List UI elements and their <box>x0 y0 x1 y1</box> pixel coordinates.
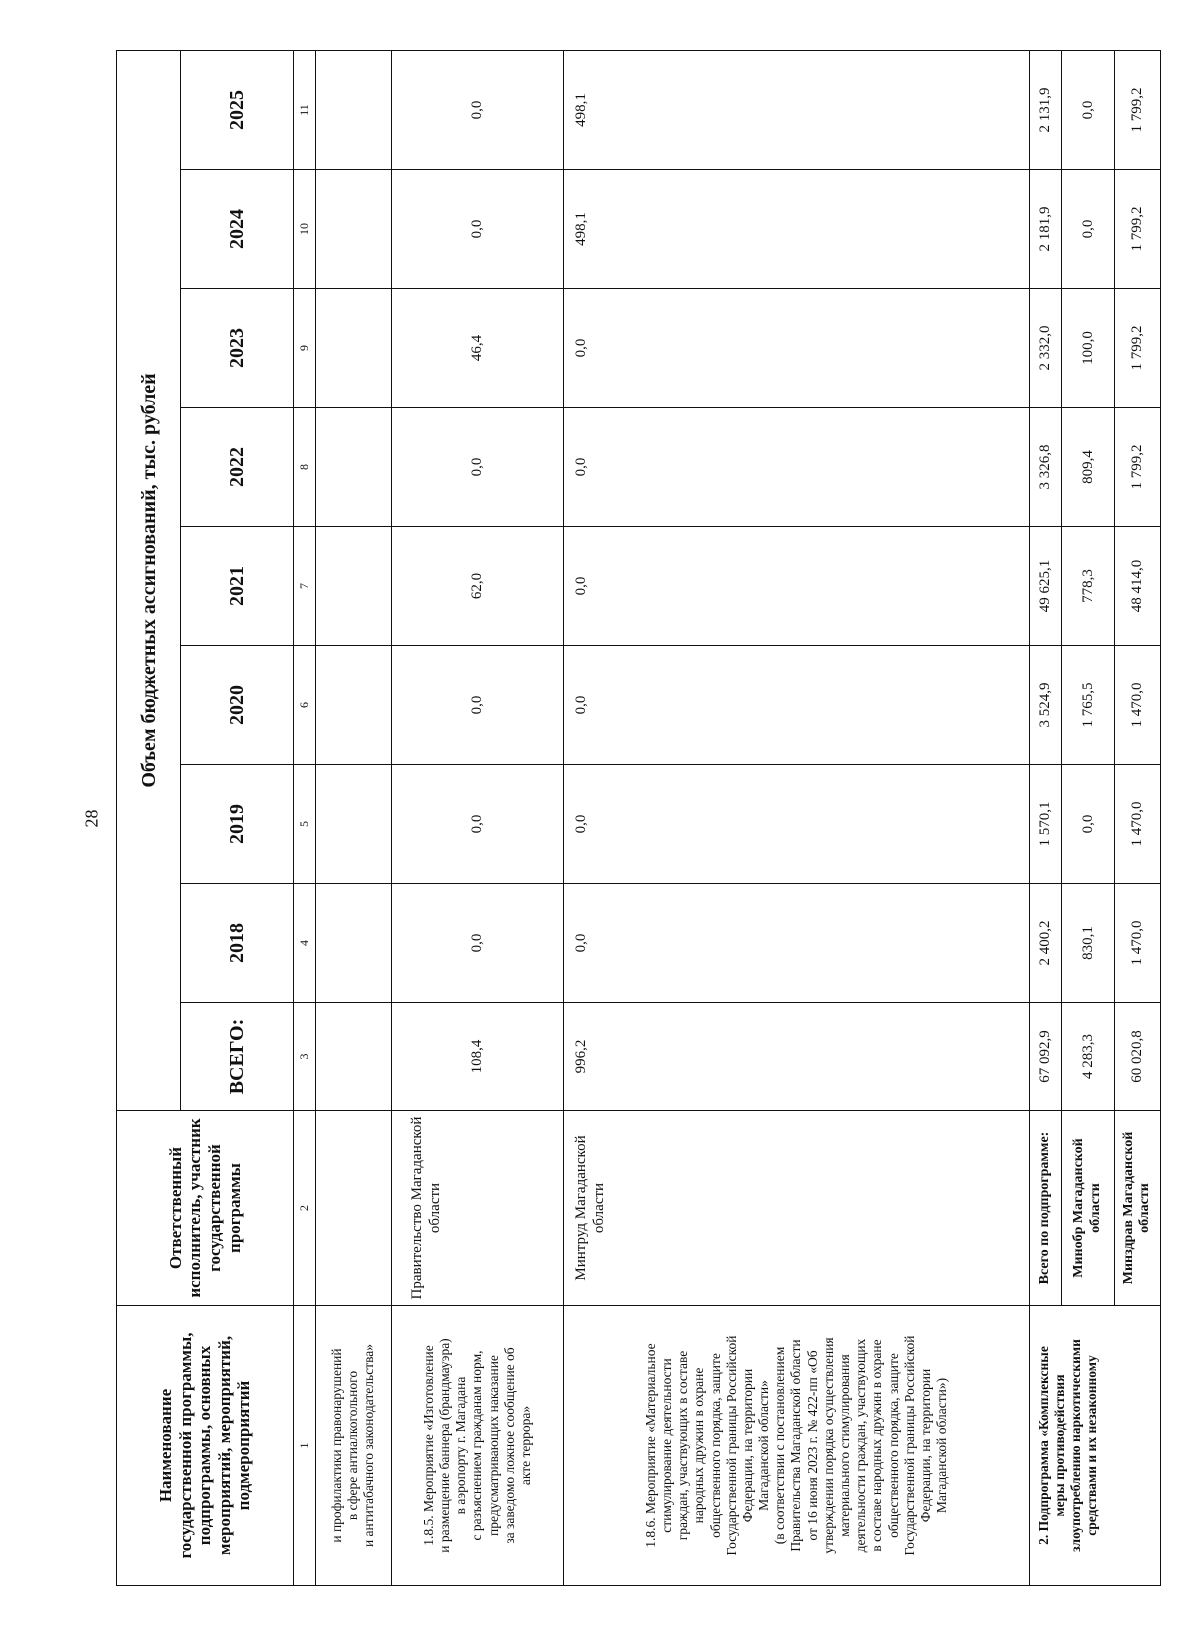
row-name-line: 1.8.6. Мероприятие «Материальное <box>642 1343 658 1548</box>
row-value: 67 092,9 <box>1029 1003 1061 1111</box>
row-value <box>315 884 391 1003</box>
header-year-2018: 2018 <box>181 884 294 1003</box>
row-value: 3 326,8 <box>1029 408 1061 527</box>
header-year-2021: 2021 <box>181 527 294 646</box>
row-value: 2 332,0 <box>1029 289 1061 408</box>
row-value: 2 400,2 <box>1029 884 1061 1003</box>
subprogram-name-line: меры противодействия <box>1052 1374 1068 1517</box>
row-value: 1 799,2 <box>1114 50 1160 169</box>
column-number: 7 <box>294 527 316 646</box>
row-value: 1 765,5 <box>1062 646 1115 765</box>
row-value: 0,0 <box>1062 765 1115 884</box>
row-value <box>315 408 391 527</box>
row-name-line: и размещение баннера (брандмауэра) <box>437 1338 453 1553</box>
row-value: 0,0 <box>391 646 563 765</box>
row-value: 0,0 <box>391 50 563 169</box>
column-number: 2 <box>294 1111 316 1306</box>
row-value <box>315 170 391 289</box>
subprogram-name-line: средствами и их незаконному <box>1084 1355 1100 1536</box>
row-value <box>315 1003 391 1111</box>
row-value: 1 470,0 <box>1114 765 1160 884</box>
column-number: 11 <box>294 50 316 169</box>
header-name-line: государственной программы, <box>175 1332 195 1559</box>
row-executor <box>315 1111 391 1306</box>
row-value <box>315 765 391 884</box>
row-value <box>315 289 391 408</box>
column-number: 6 <box>294 646 316 765</box>
row-value: 0,0 <box>564 289 1030 408</box>
row-value: 0,0 <box>391 408 563 527</box>
row-name-line: в аэропорту г. Магадана <box>453 1376 469 1515</box>
header-total: ВСЕГО: <box>181 1003 294 1111</box>
row-name-line: Федерации, на территории <box>739 1368 755 1523</box>
row-executor: Минтруд Магаданской области <box>564 1111 1030 1306</box>
row-name-line: материального стимулирования <box>837 1354 853 1537</box>
table-row <box>315 50 391 1585</box>
subprogram-name <box>1029 1306 1160 1586</box>
row-name <box>564 1306 1030 1586</box>
row-name-line: за заведомо ложное сообщение об <box>501 1347 517 1544</box>
header-executor-column <box>117 1111 294 1306</box>
row-value: 4 283,3 <box>1062 1003 1115 1111</box>
subprogram-row-label: Минздрав Магаданской области <box>1114 1111 1160 1306</box>
row-value <box>315 50 391 169</box>
row-name-line: в составе народных дружин в охране <box>869 1339 885 1552</box>
row-value: 0,0 <box>564 527 1030 646</box>
row-value: 1 799,2 <box>1114 289 1160 408</box>
row-value: 0,0 <box>564 884 1030 1003</box>
row-value: 0,0 <box>564 408 1030 527</box>
header-year-2022: 2022 <box>181 408 294 527</box>
row-value <box>315 646 391 765</box>
table-row <box>391 50 563 1585</box>
row-value: 62,0 <box>391 527 563 646</box>
budget-title: Объем бюджетных ассигнований, тыс. рублей <box>117 50 181 1110</box>
subprogram-row-label: Всего по подпрограмме: <box>1029 1111 1061 1306</box>
column-number-row <box>294 50 316 1585</box>
budget-table <box>116 50 1161 1586</box>
header-name-line: мероприятий, мероприятий, <box>214 1335 234 1556</box>
row-value: 0,0 <box>391 170 563 289</box>
row-value: 0,0 <box>1062 50 1115 169</box>
subprogram-name-line: злоупотреблению наркотическими <box>1068 1339 1084 1552</box>
row-name <box>315 1306 391 1586</box>
subprogram-total-row <box>1029 50 1061 1585</box>
row-value: 2 181,9 <box>1029 170 1061 289</box>
row-value: 108,4 <box>391 1003 563 1111</box>
row-value: 2 131,9 <box>1029 50 1061 169</box>
row-name-line: акте террора» <box>517 1405 533 1486</box>
row-name-line: стимулирование деятельности <box>658 1358 674 1533</box>
column-number: 9 <box>294 289 316 408</box>
row-name-line: граждан, участвующих в составе <box>675 1350 691 1541</box>
row-executor: Правительство Магаданской области <box>391 1111 563 1306</box>
row-value: 0,0 <box>564 765 1030 884</box>
header-name-column <box>117 1306 294 1586</box>
row-name-line: утверждении порядка осуществления <box>820 1337 836 1554</box>
row-name-line: общественного порядка, защите <box>707 1353 723 1538</box>
row-value: 1 470,0 <box>1114 646 1160 765</box>
row-name-line: Государственной границы Российской <box>723 1335 739 1556</box>
row-value: 0,0 <box>1062 170 1115 289</box>
row-name-line: с разъяснением гражданам норм, <box>469 1350 485 1541</box>
row-value: 1 799,2 <box>1114 408 1160 527</box>
row-value: 830,1 <box>1062 884 1115 1003</box>
subprogram-name-line: 2. Подпрограмма «Комплексные <box>1035 1346 1051 1545</box>
budget-table-page <box>116 51 1161 1586</box>
header-year-2025: 2025 <box>181 50 294 169</box>
row-name-line: Магаданской области») <box>934 1377 950 1514</box>
header-executor-line: исполнитель, участник <box>185 1118 205 1298</box>
column-number: 8 <box>294 408 316 527</box>
row-value: 46,4 <box>391 289 563 408</box>
header-name-line: подмероприятий <box>234 1380 254 1511</box>
row-name-line: Магаданской области» <box>756 1380 772 1511</box>
row-value: 498,1 <box>564 170 1030 289</box>
row-name <box>391 1306 563 1586</box>
row-name-line: и профилактики правонарушений <box>329 1348 345 1543</box>
column-number: 1 <box>294 1306 316 1586</box>
row-name-line: Государственной границы Российской <box>901 1335 917 1556</box>
row-name-line: общественного порядка, защите <box>885 1353 901 1538</box>
row-name-line: в сфере антиалкогольного <box>345 1370 361 1521</box>
row-value: 1 799,2 <box>1114 170 1160 289</box>
page-number: 28 <box>81 809 102 828</box>
header-year-2024: 2024 <box>181 170 294 289</box>
row-name-line: Правительства Магаданской области <box>788 1339 804 1552</box>
row-value: 0,0 <box>564 646 1030 765</box>
row-value: 778,3 <box>1062 527 1115 646</box>
row-name-line: и антитабачного законодательства» <box>361 1343 377 1548</box>
header-executor-line: программы <box>224 1163 244 1253</box>
column-number: 5 <box>294 765 316 884</box>
row-value: 100,0 <box>1062 289 1115 408</box>
row-value: 0,0 <box>391 765 563 884</box>
header-executor-line: государственной <box>205 1144 225 1272</box>
row-value: 49 625,1 <box>1029 527 1061 646</box>
row-value: 1 570,1 <box>1029 765 1061 884</box>
row-value <box>315 527 391 646</box>
row-value: 996,2 <box>564 1003 1030 1111</box>
row-name-line: народных дружин в охране <box>691 1367 707 1524</box>
row-value: 60 020,8 <box>1114 1003 1160 1111</box>
row-value: 48 414,0 <box>1114 527 1160 646</box>
subprogram-row-label: Минобр Магаданской области <box>1062 1111 1115 1306</box>
row-name-line: деятельности граждан, участвующих <box>853 1338 869 1553</box>
row-name-line: 1.8.5. Мероприятие «Изготовление <box>420 1345 436 1546</box>
header-name-line: Наименование <box>156 1388 176 1503</box>
table-row <box>564 50 1030 1585</box>
header-executor-line: Ответственный <box>165 1146 185 1270</box>
header-year-2020: 2020 <box>181 646 294 765</box>
column-number: 4 <box>294 884 316 1003</box>
row-value: 498,1 <box>564 50 1030 169</box>
row-value: 809,4 <box>1062 408 1115 527</box>
column-number: 10 <box>294 170 316 289</box>
row-value: 1 470,0 <box>1114 884 1160 1003</box>
header-year-2023: 2023 <box>181 289 294 408</box>
row-name-line: (в соответствии с постановлением <box>772 1346 788 1545</box>
row-value: 0,0 <box>391 884 563 1003</box>
column-number: 3 <box>294 1003 316 1111</box>
row-name-line: Федерации, на территории <box>917 1368 933 1523</box>
header-name-line: подпрограммы, основных <box>195 1345 215 1546</box>
row-name-line: от 16 июня 2023 г. № 422-пп «Об <box>804 1350 820 1541</box>
row-value: 3 524,9 <box>1029 646 1061 765</box>
header-year-2019: 2019 <box>181 765 294 884</box>
row-name-line: предусматривающих наказание <box>485 1355 501 1536</box>
